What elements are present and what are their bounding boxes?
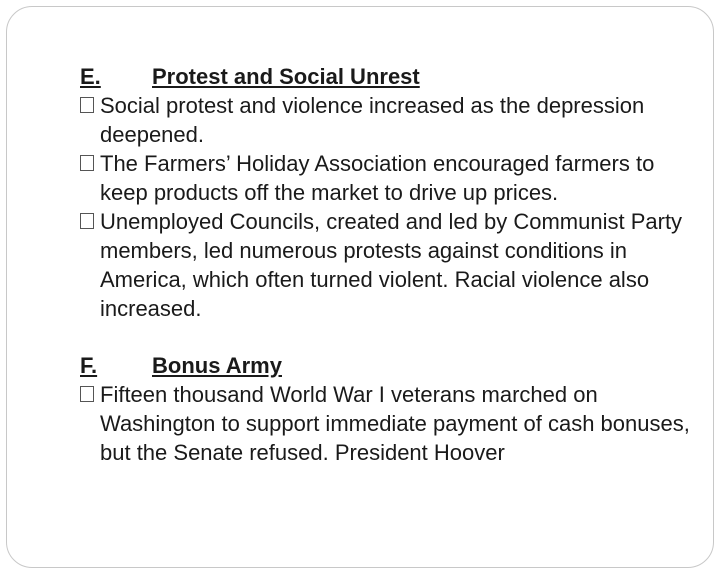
bullet-item bbox=[80, 149, 690, 207]
checkbox-bullet-icon bbox=[80, 386, 94, 402]
bullet-item bbox=[80, 91, 690, 149]
checkbox-bullet-icon bbox=[80, 97, 94, 113]
section-spacer bbox=[80, 323, 690, 351]
section-heading-f bbox=[80, 351, 690, 380]
section-title: Bonus Army bbox=[152, 353, 282, 378]
section-title: Protest and Social Unrest bbox=[152, 64, 420, 89]
section-heading-e bbox=[80, 62, 690, 91]
checkbox-bullet-icon bbox=[80, 213, 94, 229]
section-letter: E. bbox=[80, 64, 101, 89]
section-letter: F. bbox=[80, 353, 98, 378]
bullet-text: The Farmers’ Holiday Association encouraged farmers to keep products off the market to drive up prices. bbox=[100, 151, 655, 205]
checkbox-bullet-icon bbox=[80, 155, 94, 171]
bullet-text: Unemployed Councils, created and led by Communist Party members, led numerous protests against conditions in America, which often turned violent. Racial violence also increased. bbox=[100, 209, 683, 321]
bullet-item bbox=[80, 380, 690, 467]
slide-content bbox=[80, 62, 690, 467]
bullet-item bbox=[80, 207, 690, 323]
bullet-text: Fifteen thousand World War I veterans marched on Washington to support immediate payment of cash bonuses, but the Senate refused. President Hoover bbox=[100, 382, 690, 465]
bullet-text: Social protest and violence increased as the depression deepened. bbox=[100, 93, 645, 147]
